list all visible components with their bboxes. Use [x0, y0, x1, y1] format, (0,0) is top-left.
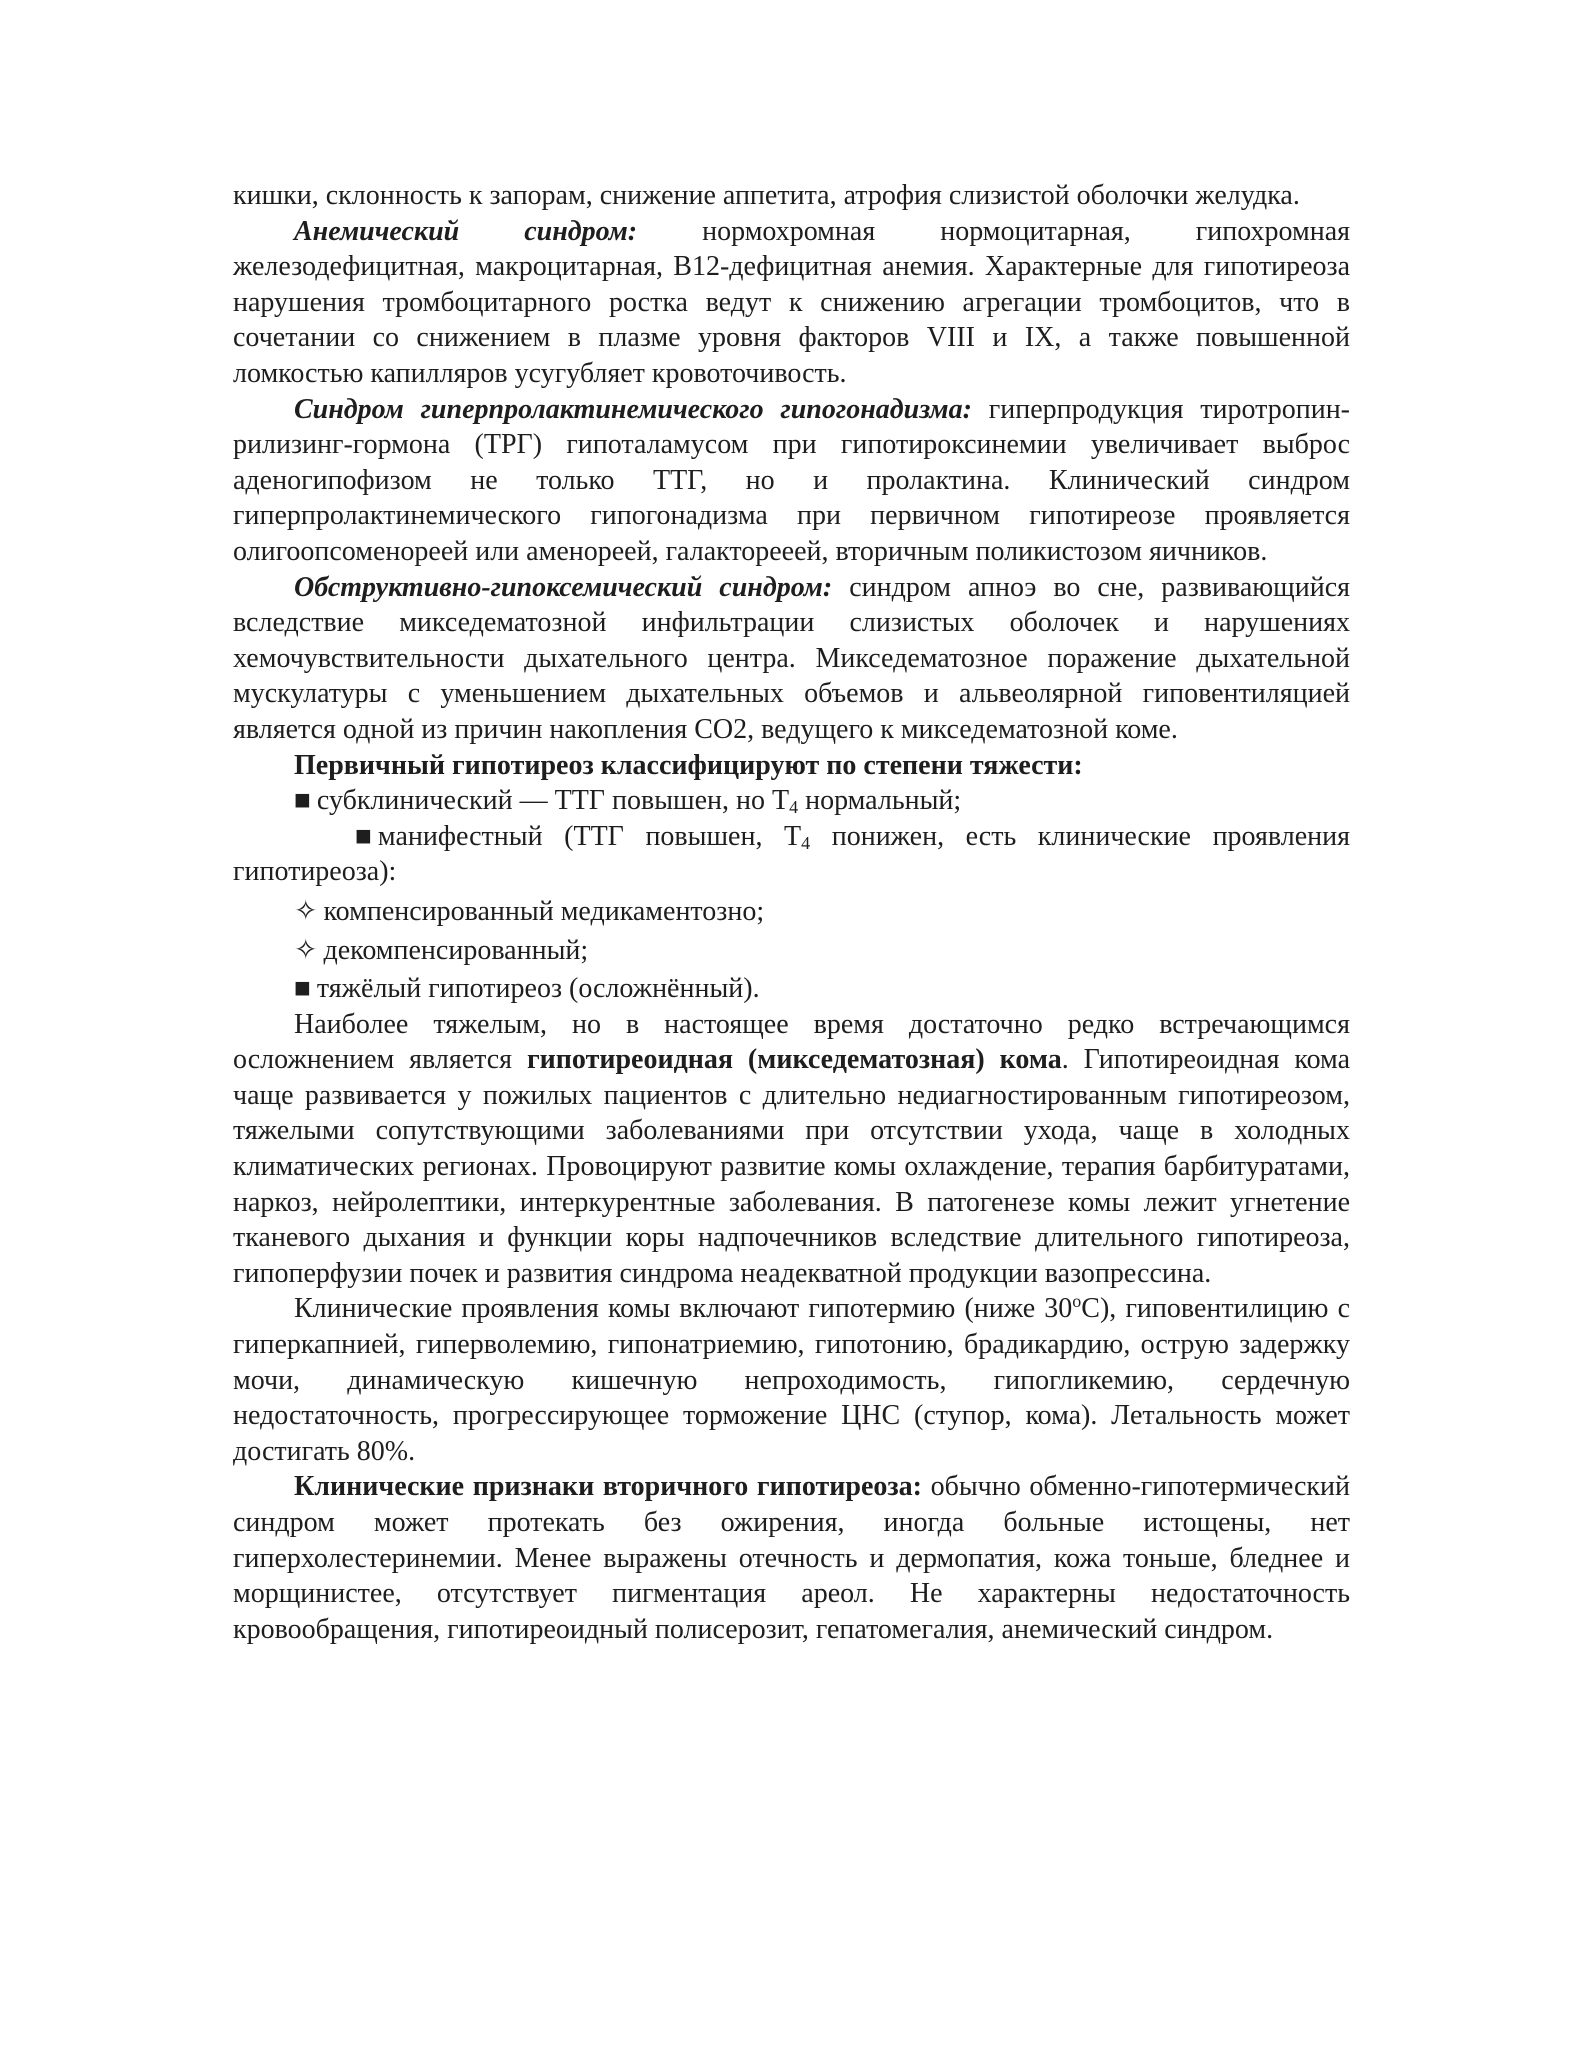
sub-list-item [233, 894, 1350, 930]
paragraph-anemic-syndrome [233, 214, 1350, 392]
square-bullet-icon: ■ [294, 785, 311, 817]
paragraph-text: С), гиповентилицию с гиперкапнией, гиперволемию, гипонатриемию, гипотонию, брадикардию, острую задержку мочи, динамическую кишечную непроходимость, гипогликемию, сердечную недостаточность, прогрессирующее торможение ЦНС (ступор, кома). Летальность может достигать 80%. [233, 1293, 1350, 1467]
section-title-obstructive: Обструктивно-гипоксемический синдром: [294, 571, 833, 603]
paragraph-obstructive [233, 570, 1350, 748]
subscript: 4 [801, 832, 811, 853]
paragraph-text: синдром апноэ во сне, развивающийся вследствие микседематозной инфильтрации слизистых оболочек и нарушениях хемочувствительности дыхательного центра. Микседематозное поражение дыхательной мускулатуры с уменьшением дыхательных объемов и альвеолярной гиповентиляцией является одной из причин накопления СО2, ведущего к микседематозной коме. [233, 571, 1350, 745]
list-item [233, 971, 1350, 1007]
sub-list-item [233, 933, 1350, 969]
paragraph-coma [233, 1007, 1350, 1292]
list-item [233, 819, 1350, 890]
square-bullet-icon: ■ [294, 973, 311, 1005]
paragraph-text: Наиболее тяжелым, но в настоящее время достаточно редко встречающимся осложнением является [233, 1008, 1350, 1076]
star-bullet-icon: ✧ [294, 935, 318, 967]
classification-heading: Первичный гипотиреоз классифицируют по степени тяжести: [294, 749, 1083, 781]
list-item [233, 783, 1350, 819]
square-bullet-icon: ■ [355, 820, 372, 852]
paragraph-text: обычно обменно-гипотермический синдром может протекать без ожирения, иногда больные истощены, нет гиперхолестеринемии. Менее выражены отечность и дермопатия, кожа тоньше, бледнее и морщинистее, отсутствует пигментация ареол. Не характерны недостаточность кровообращения, гипотиреоидный полисерозит, гепатомегалия, анемический синдром. [233, 1471, 1350, 1645]
subscript: 4 [789, 797, 799, 818]
section-title-secondary: Клинические признаки вторичного гипотиреоза: [294, 1471, 922, 1503]
paragraph-secondary-hypothyroidism [233, 1469, 1350, 1647]
term-hypothyroid-coma: гипотиреоидная (микседематозная) кома [526, 1044, 1062, 1076]
paragraph-text: . Гипотиреоидная кома чаще развивается у пожилых пациентов с длительно недиагностированным гипотиреозом, тяжелыми сопутствующими заболеваниями при отсутствии ухода, чаще в холодных климатических регионах. Провоцируют развитие комы охлаждение, терапия барбитуратами, наркоз, нейролептики, интеркурентные заболевания. В патогенезе комы лежит угнетение тканевого дыхания и функции коры надпочечников вследствие длительного гипотиреоза, гипоперфузии почек и развития синдрома неадекватной продукции вазопрессина. [233, 1044, 1350, 1289]
paragraph-continuation: кишки, склонность к запорам, снижение аппетита, атрофия слизистой оболочки желудка. [233, 180, 1300, 211]
star-bullet-icon: ✧ [294, 895, 318, 927]
paragraph-coma-clinical [233, 1291, 1350, 1469]
list-item-text: нормальный; [798, 785, 962, 817]
section-title-hyperprolactinemic: Синдром гиперпролактинемического гипогонадизма: [294, 393, 972, 425]
section-title-anemic: Анемический синдром: [294, 215, 638, 247]
list-item-text: манифестный (ТТГ повышен, Т [377, 820, 802, 852]
list-item-text: понижен, есть клинические проявления гипотиреоза): [233, 820, 1350, 888]
paragraph-hyperprolactinemic [233, 392, 1350, 570]
list-item-text: декомпенсированный; [323, 935, 589, 967]
paragraph-text: Клинические проявления комы включают гипотермию (ниже 30 [294, 1293, 1073, 1325]
paragraph-text: нормохромная нормоцитарная, гипохромная железодефицитная, макроцитарная, В12-дефицитная анемия. Характерные для гипотиреоза нарушения тромбоцитарного ростка ведут к снижению агрегации тромбоцитов, что в сочетании со снижением в плазме уровня факторов VIII и IX, а также повышенной ломкостью капилляров усугубляет кровоточивость. [233, 215, 1350, 389]
list-item-text: компенсированный медикаментозно; [323, 895, 765, 927]
list-item-text: тяжёлый гипотиреоз (осложнённый). [316, 973, 760, 1005]
list-item-text: субклинический — ТТГ повышен, но Т [316, 785, 790, 817]
paragraph-text: гиперпродукция тиротропин-рилизинг-гормона (ТРГ) гипоталамусом при гипотироксинемии увеличивает выброс аденогипофизом не только ТТГ, но и пролактина. Клинический синдром гиперпролактинемического гипогонадизма при первичном гипотиреозе проявляется олигоопсоменореей или аменореей, галакторееей, вторичным поликистозом яичников. [233, 393, 1351, 567]
document-page [233, 178, 1350, 1647]
superscript: о [1072, 1291, 1082, 1312]
